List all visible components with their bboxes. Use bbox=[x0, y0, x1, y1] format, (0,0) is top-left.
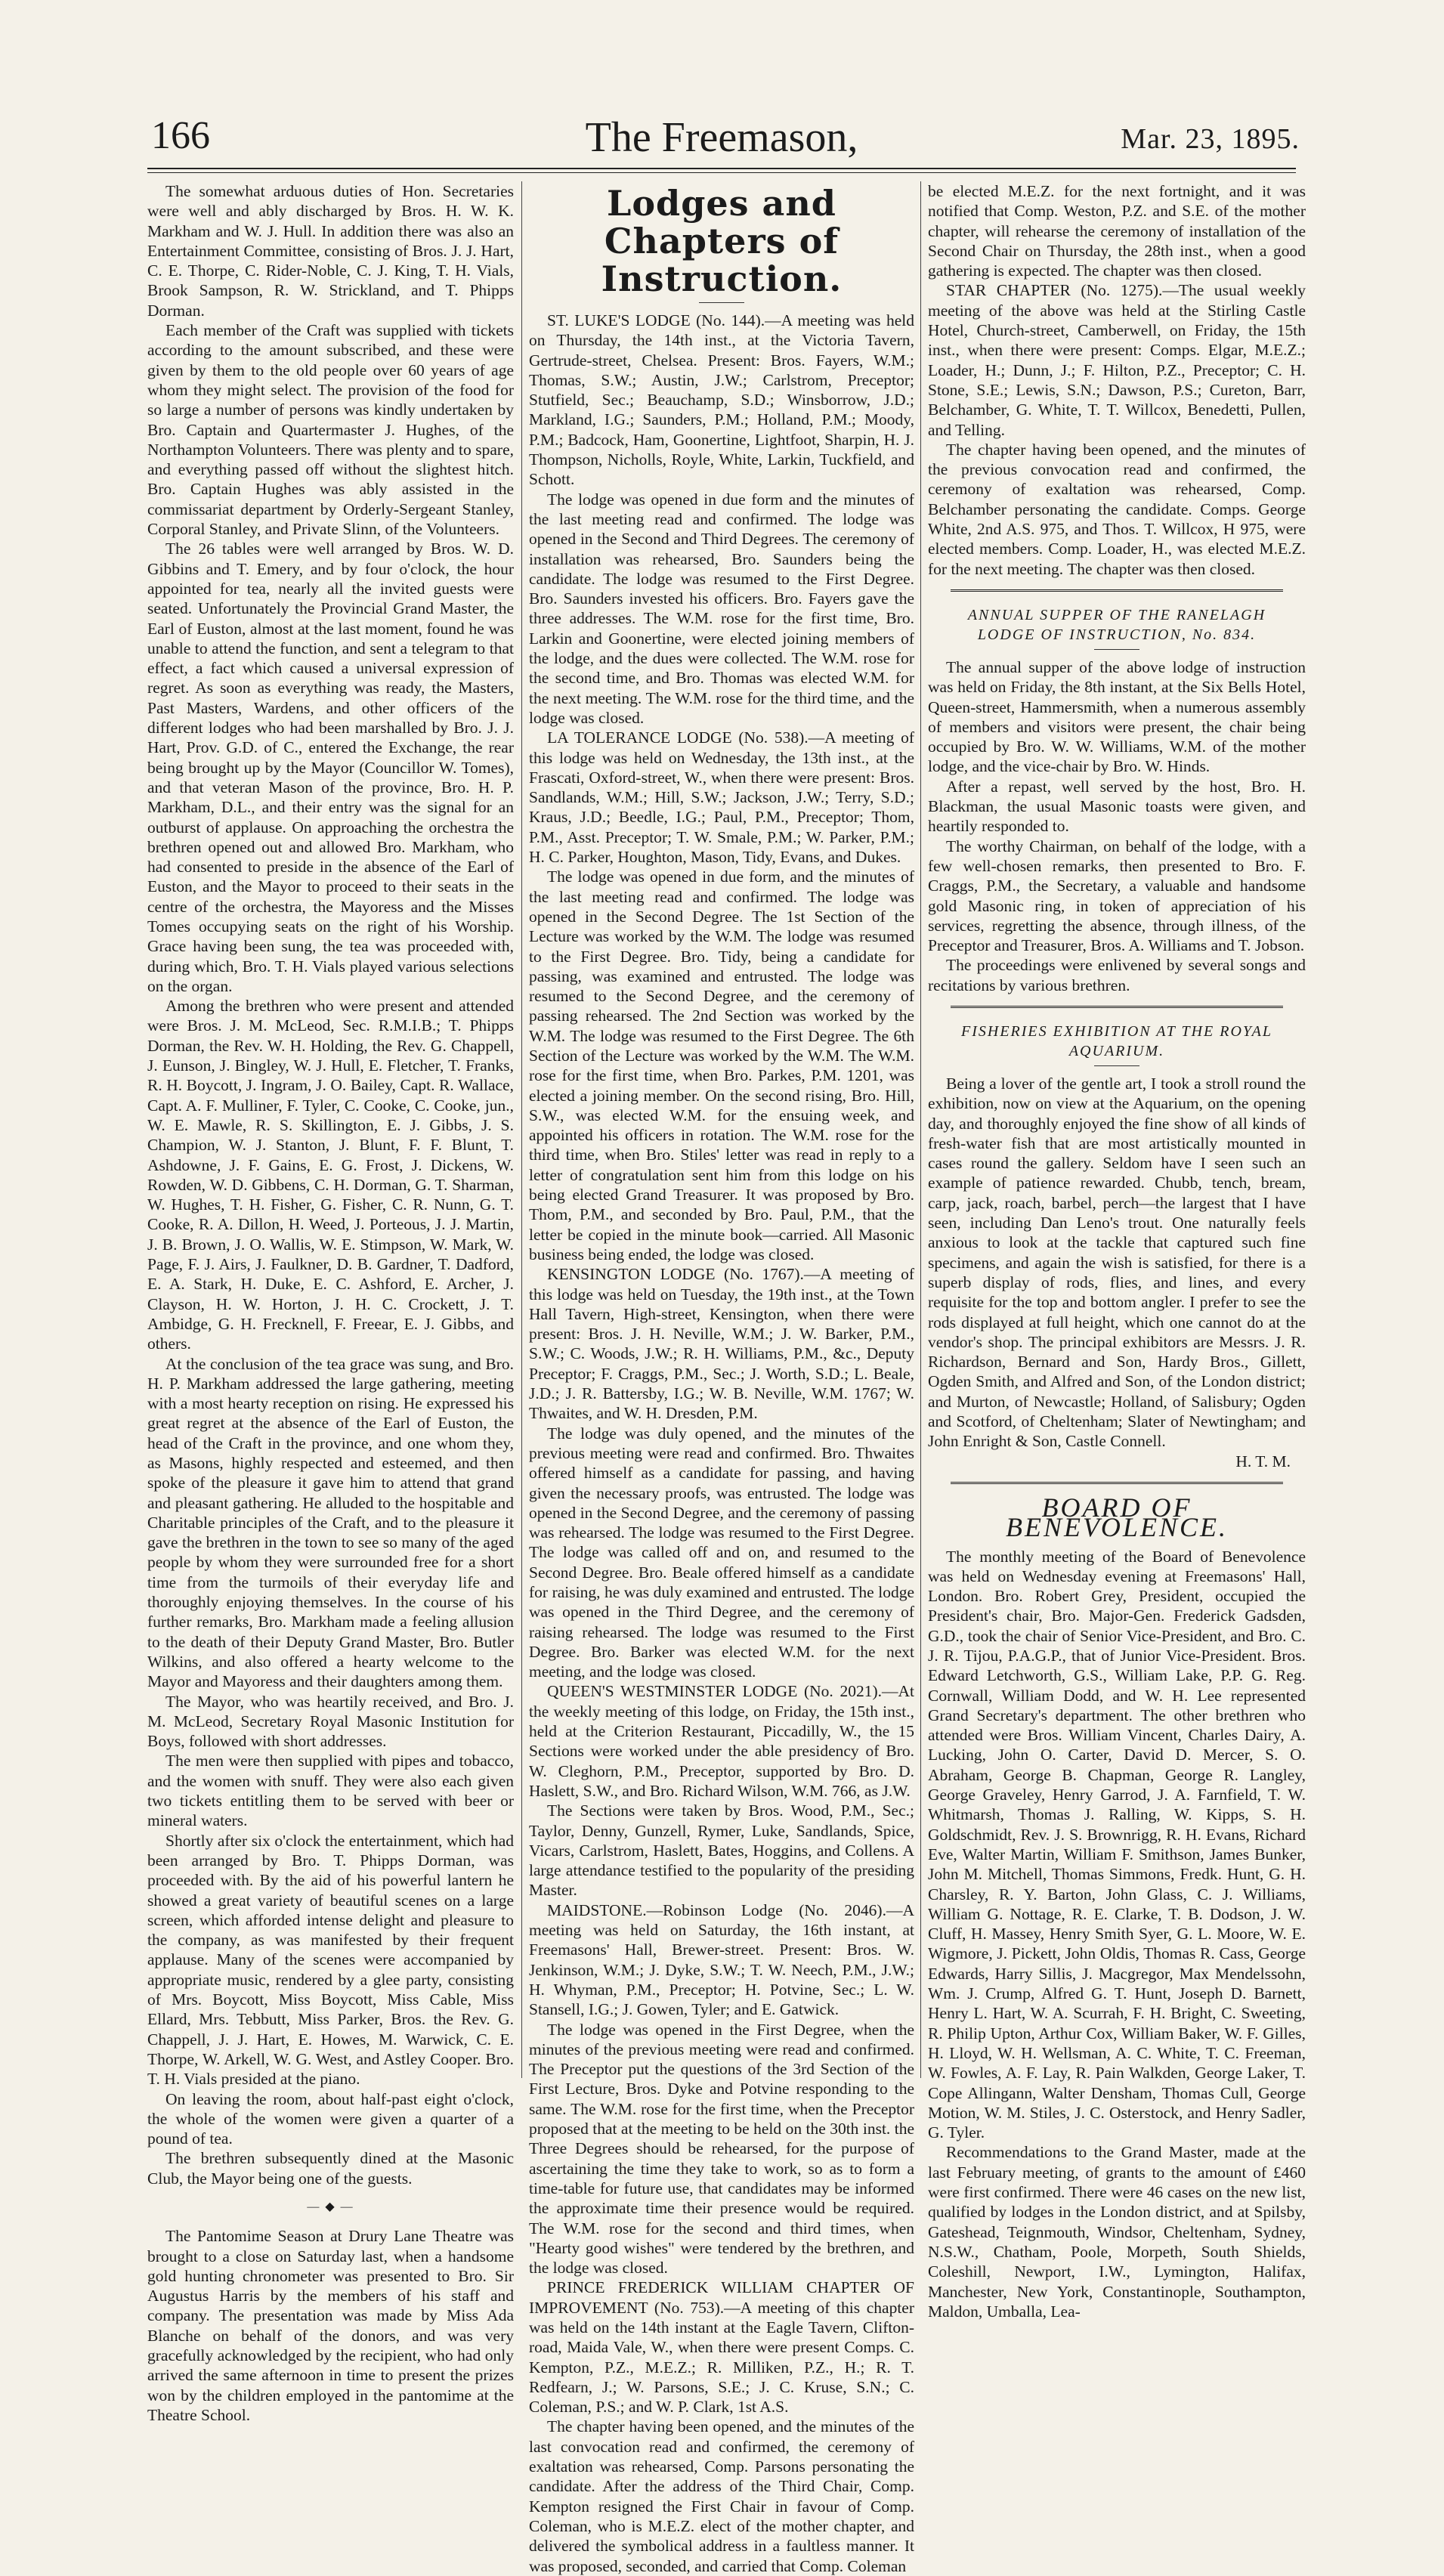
section-heading bbox=[529, 184, 914, 298]
paragraph: The Pantomime Season at Drury Lane Theatre was brought to a close on Saturday last, when a handsome gold hunting chronometer was presented to Bro. Sir Augustus Harris by the members of his staff and company. The presentation was made by Miss Ada Blanche on behalf of the donors, and was very gracefully acknowledged by the recipient, who had only arrived the same afternoon in time to present the prizes won by the children employed in the pantomime at the Theatre School. bbox=[147, 2227, 514, 2424]
column-3 bbox=[928, 181, 1306, 2321]
divider bbox=[951, 1482, 1283, 1487]
column-2 bbox=[529, 181, 914, 2575]
paragraph: Each member of the Craft was supplied with tickets according to the amount subscribed, and these were given by them to the old people over 60 years of age whom they might select. The provision of the food for so large a number of persons was kindly undertaken by Bro. Captain and Quartermaster J. Hughes, of the Northampton Volunteers. There was plenty and to spare, and everything passed off without the slightest hitch. Bro. Captain Hughes was ably assisted in the commissariat department by Orderly-Sergeant Stanley, Corporal Stanley, and Private Slinn, of the Volunteers. bbox=[147, 321, 514, 539]
column-divider bbox=[920, 181, 921, 2078]
report-kensington: KENSINGTON LODGE (No. 1767).—A meeting of this lodge was held on Tuesday, the 19th inst., at the Town Hall Tavern, High-street, Kensington, when there were present: Bros. J. H. Neville, W.M.; J. W. Barker, P.M., S.W.; C. Woods, J.W.; R. H. Williams, P.M., &c., Deputy Preceptor; F. Craggs, P.M., Sec.; J. Worth, S.D.; L. Beale, J.D.; J. R. Battersby, I.G.; W. B. Neville, W.M. 1767; W. Thwaites, and W. H. Dresden, P.M. bbox=[529, 1265, 914, 1423]
report-prince-frederick-william: PRINCE FREDERICK WILLIAM CHAPTER OF IMPROVEMENT (No. 753).—A meeting of this chapter was held on the 14th instant at the Eagle Tavern, Clifton-road, Maida Vale, W., when there were present Comps. C. Kempton, P.Z., M.E.Z.; R. Milliken, P.Z., H.; R. T. Redfearn, J.; W. Parsons, S.E.; J. C. Kruse, S.N.; C. Coleman, P.S.; and W. P. Clark, 1st A.S. bbox=[529, 2278, 914, 2417]
article-heading bbox=[928, 1022, 1306, 1061]
report-maidstone: MAIDSTONE.—Robinson Lodge (No. 2046).—A meeting was held on Saturday, the 16th instant, at Freemasons' Hall, Brewer-street. Present: Bros. W. Jenkinson, W.M.; J. Dyke, S.W.; T. W. Neech, P.M., J.W.; H. Whyman, P.M., Preceptor; H. Potvine, Sec.; L. W. Stansell, I.G.; J. Gowen, Tyler; and E. Gatwick. bbox=[529, 1900, 914, 2019]
paragraph: The brethren subsequently dined at the Masonic Club, the Mayor being one of the guests. bbox=[147, 2149, 514, 2188]
report-la-tolerance: LA TOLERANCE LODGE (No. 538).—A meeting of this lodge was held on Wednesday, the 13th inst., at the Frascati, Oxford-street, W., when there were present: Bros. Sandlands, W.M.; Hill, S.W.; Jackson, J.W.; Terry, S.D.; Kraus, J.D.; Beedle, I.G.; Paul, P.M., Preceptor; Thom, P.M., Asst. Preceptor; T. W. Smale, P.M.; W. Parker, P.M.; H. C. Parker, Houghton, Mason, Tidy, Evans, and Dukes. bbox=[529, 728, 914, 867]
paragraph: At the conclusion of the tea grace was sung, and Bro. H. P. Markham addressed the large gathering, meeting with a most hearty reception on rising. He expressed his great regret at the absence of the Earl of Euston, the head of the Craft in the province, and one whom they, as Masons, highly respected and esteemed, and then spoke of the pleasure it gave him to attend that grand and pleasant gathering. He alluded to the hospitable and Charitable principles of the Craft, and to the pleasure it gave the brethren in the town to see so many of the aged people by whom they were surrounded free for a short time from the turmoils of their everyday life and thoroughly enjoying themselves. In the course of his further remarks, Bro. Markham made a feeling allusion to the death of their Deputy Grand Master, Bro. Butler Wilkins, and also offered a hearty welcome to the Mayor and Mayoress and their daughters among them. bbox=[147, 1354, 514, 1691]
column-1 bbox=[147, 181, 514, 2424]
paragraph: The monthly meeting of the Board of Benevolence was held on Wednesday evening at Freemasons' Hall, London. Bro. Robert Grey, President, occupied the President's chair, Bro. Major-Gen. Frederick Gadsden, G.D., took the chair of Senior Vice-President, and Bro. C. J. R. Tijou, P.A.G.P., that of Junior Vice-President. Bros. Edward Letchworth, G.S., William Lake, P.P. G. Reg. Cornwall, William Dodd, and W. H. Lee represented Grand Secretary's department. The other brethren who attended were Bros. William Vincent, Charles Dairy, A. Lucking, John O. Carter, David D. Mercer, S. O. Abraham, George B. Chapman, George R. Langley, George Graveley, Henry Garrod, J. A. Farnfield, T. W. Whitmarsh, Thomas J. Ralling, W. Kipps, S. H. Goldschmidt, Rev. J. S. Brownrigg, R. H. Evans, Richard Eve, Walter Martin, William F. Smithson, James Bunker, John M. Mitchell, Thomas Simmons, Fredk. Hunt, G. H. Charsley, R. Y. Barton, John Glass, C. J. Williams, William G. Nottage, R. E. Clarke, T. B. Dodson, J. W. Cluff, H. Massey, Henry Smith Syer, G. L. Moore, W. E. Wigmore, J. Pickett, John Oldis, Thomas R. Cass, George Edwards, Harry Sillis, J. Macgregor, Max Mendelssohn, Wm. J. Crump, Alfred G. T. Hunt, Joseph D. Barnett, Henry L. Hart, W. A. Scurrah, F. H. Bright, C. Sweeting, R. Philip Upton, Arthur Cox, William Baker, W. F. Gilles, H. Lloyd, W. H. Wellsman, A. C. White, T. C. Freeman, W. Fowles, A. F. Lay, R. Pain Walkden, George Laker, T. Cope Allingann, Walter Densham, Thomas Cull, George Motion, W. M. Stiles, J. C. Osterstock, and Henry Sadler, G. Tyler. bbox=[928, 1547, 1306, 2142]
report-queens-westminster: QUEEN'S WESTMINSTER LODGE (No. 2021).—At the weekly meeting of this lodge, on Friday, the 15th inst., held at the Criterion Restaurant, Piccadilly, W., the 15 Sections were worked under the able presidency of Bro. W. Cleghorn, P.M., Preceptor, supported by Bro. D. Haslett, S.W., and Bro. Richard Wilson, W.M. 766, as J.W. bbox=[529, 1682, 914, 1800]
paragraph: The lodge was opened in due form and the minutes of the last meeting read and confirmed. The lodge was opened in the Second and Third Degrees. The ceremony of installation was rehearsed, Bro. Saunders being the candidate. The lodge was resumed to the First Degree. Bro. Saunders invested his officers. Bro. Fayers gave the three addresses. The W.M. rose for the first time, Bro. Larkin and Goonertine, were elected joining members of the lodge, and the dues were collected. The W.M. rose for the second time, and Bro. Thomas was elected W.M. for the next meeting. The W.M. rose for the third time, and the lodge was closed. bbox=[529, 490, 914, 727]
divider bbox=[951, 1006, 1283, 1011]
paragraph: The Sections were taken by Bros. Wood, P.M., Sec.; Taylor, Denny, Gunzell, Rymer, Luke, Sandlands, Spice, Vicars, Carlstrom, Haslett, Bates, Hoggins, and Collens. A large attendance testified to the popularity of the presiding Master. bbox=[529, 1801, 914, 1900]
article-heading bbox=[928, 605, 1306, 645]
page-number: 166 bbox=[151, 114, 210, 157]
paragraph: The somewhat arduous duties of Hon. Secretaries were well and ably discharged by Bros. H. W. K. Markham and W. J. Hull. In addition there was also an Entertainment Committee, consisting of Bros. J. J. Hart, C. E. Thorpe, C. Rider-Noble, C. J. King, T. H. Vials, Brook Sampson, R. W. Strickland, and T. Phipps Dorman. bbox=[147, 182, 514, 320]
paragraph: The proceedings were enlivened by several songs and recitations by various brethren. bbox=[928, 956, 1306, 994]
paragraph: Recommendations to the Grand Master, made at the last February meeting, of grants to the amount of £460 were first confirmed. There were 46 cases on the new list, qualified by lodges in the London district, and at Spilsby, Gateshead, Teignmouth, Windsor, Cheltenham, Sydney, N.S.W., Chatham, Poole, Morpeth, South Shields, Coleshill, Newport, I.W., Lymington, Halifax, Manchester, New York, Constantinople, Southampton, Maldon, Umballa, Lea- bbox=[928, 2143, 1306, 2321]
paragraph: The lodge was opened in due form, and the minutes of the last meeting read and confirmed. The lodge was opened in the Second Degree. The 1st Section of the Lecture was worked by the W.M. The lodge was resumed to the First Degree. Bro. Tidy, being a candidate for passing, was examined and entrusted. The lodge was resumed to the Second Degree, and the ceremony of passing rehearsed. The 2nd Section was worked by the W.M. The lodge was resumed to the First Degree. The 6th Section of the Lecture was worked by the W.M. The W.M. rose for the first time, when Bro. Parkes, P.M. 1201, was elected a joining member. On the second rising, Bro. Hill, S.W., was elected W.M. for the ensuing week, and appointed his officers in rotation. The W.M. rose for the third time, when Bro. Stiles' letter was read in reply to a letter of congratulation sent him from this lodge on his being elected Grand Treasurer. It was proposed by Bro. Thom, P.M., and seconded by Bro. Paul, P.M., that the letter be copied in the minute book—carried. All Masonic business being ended, the lodge was closed. bbox=[529, 867, 914, 1263]
author-initials: H. T. M. bbox=[1235, 1452, 1291, 1470]
divider bbox=[1094, 1065, 1139, 1066]
paragraph: After a repast, well served by the host, Bro. H. Blackman, the usual Masonic toasts were given, and heartily responded to. bbox=[928, 777, 1306, 836]
paragraph: The annual supper of the above lodge of instruction was held on Friday, the 8th instant, at the Six Bells Hotel, Queen-street, Hammersmith, when a numerous assembly of members and visitors were present, the chair being occupied by Bro. W. W. Williams, W.M. of the mother lodge, and the vice-chair by Bro. W. Hinds. bbox=[928, 657, 1306, 776]
article-heading-line: LODGE OF INSTRUCTION, No. 834. bbox=[977, 626, 1257, 643]
paragraph: The chapter having been opened, and the minutes of the last convocation read and confirmed, the ceremony of exaltation was rehearsed, Comp. Parsons personating the candidate. After the address of the Third Chair, Comp. Kempton resigned the First Chair in favour of Comp. Coleman, who is M.E.Z. elect of the mother chapter, and delivered the symbolical address in a faultless manner. It was proposed, seconded, and carried that Comp. Coleman bbox=[529, 2417, 914, 2575]
divider bbox=[699, 302, 744, 303]
article-heading-line: FISHERIES EXHIBITION AT THE ROYAL bbox=[961, 1022, 1272, 1040]
paragraph: On leaving the room, about half-past eight o'clock, the whole of the women were given a quarter of a pound of tea. bbox=[147, 2089, 514, 2148]
paragraph: Shortly after six o'clock the entertainment, which had been arranged by Bro. T. Phipps Dorman, was proceeded with. By the aid of his powerful lantern he showed a great variety of beautiful scenes on a large screen, which afforded intense delight and pleasure to the company, as was manifested by their frequent applause. Many of the scenes were accompanied by appropriate music, rendered by a glee party, consisting of Mrs. Boycott, Miss Boycott, Miss Cable, Miss Ellard, Mrs. Tebbutt, Miss Parker, Bros. the Rev. G. Chappell, J. J. Hart, E. Howes, M. Warwick, C. E. Thorpe, W. Arkell, W. G. West, and Astley Cooper. Bro. T. H. Vials presided at the piano. bbox=[147, 1831, 514, 2089]
paragraph: Being a lover of the gentle art, I took a stroll round the exhibition, now on view at the Aquarium, on the opening day, and thoroughly enjoyed the fine show of all kinds of fresh-water fish that are most artistically mounted in cases round the gallery. Seldom have I seen such an example of patience rewarded. Chubb, tench, bream, carp, jack, roach, barbel, perch—the largest that I have seen, including Dan Leno's trout. One naturally feels anxious to look at the tackle that captured such fine specimens, and again the wish is satisfied, for there is a superb display of rods, flies, and lines, and every requisite for the top and bottom angler. I prefer to see the rods displayed at full height, which one cannot do at the vendor's shop. The principal exhibitors are Messrs. J. R. Richardson, Bernard and Son, Hardy Bros., Gillett, Ogden Smith, and Alfred and Son, of the London district; and Murton, of Newcastle; Holland, of Salisbury; Ogden and Scotford, of Cheltenham; Slater of Newtingham; and John Enright & Son, Castle Connell. bbox=[928, 1074, 1306, 1451]
paragraph: The Mayor, who was heartily received, and Bro. J. M. McLeod, Secretary Royal Masonic Institution for Boys, followed with short addresses. bbox=[147, 1692, 514, 1751]
article-heading-line: AQUARIUM. bbox=[1068, 1042, 1165, 1059]
masthead bbox=[113, 113, 1330, 166]
report-st-lukes: ST. LUKE'S LODGE (No. 144).—A meeting was held on Thursday, the 14th inst., at the Victoria Tavern, Gertrude-street, Chelsea. Present: Bros. Fayers, W.M.; Thomas, S.W.; Austin, J.W.; Carlstrom, Preceptor; Stutfield, Sec.; Beauchamp, S.D.; Winsborrow, J.D.; Markland, I.G.; Saunders, P.M.; Holland, P.M.; Moody, P.M.; Badcock, Ham, Goonertine, Lightfoot, Sharpin, H. J. Thompson, Nicholls, Royle, White, Larkin, Tuckfield, and Schott. bbox=[529, 311, 914, 489]
section-heading-line: Lodges and Chapters of bbox=[604, 183, 839, 261]
paragraph: The men were then supplied with pipes and tobacco, and the women with snuff. They were also each given two tickets entitling them to be served with beer or mineral waters. bbox=[147, 1752, 514, 1830]
article-heading: BOARD OF BENEVOLENCE. bbox=[1006, 1492, 1228, 1543]
article-heading-line: ANNUAL SUPPER OF THE RANELAGH bbox=[967, 606, 1266, 623]
header-rule-thin bbox=[147, 172, 1296, 173]
paragraph: Among the brethren who were present and attended were Bros. J. M. McLeod, Sec. R.M.I.B.; T. Phipps Dorman, the Rev. W. H. Holding, the Rev. G. Chappell, J. Eunson, J. Bingley, W. J. Hull, E. Fletcher, T. Franks, R. H. Boycott, J. Ingram, J. O. Bailey, Capt. R. Wallace, Capt. A. F. Mulliner, F. Tyler, C. Cooke, C. Cooke, jun., W. E. Mawle, R. S. Skillington, E. J. Gibbs, J. S. Champion, W. J. Stanton, J. Blunt, F. F. Blunt, T. Ashdowne, J. F. Gains, E. G. Frost, J. Dickens, W. Rowden, W. D. Gibbens, C. H. Dorman, G. T. Sharman, W. Hughes, T. H. Fisher, G. Fisher, C. R. Nunn, G. T. Cooke, R. A. Dillon, H. Weed, J. Porteous, J. J. Martin, J. B. Brown, J. O. Wallis, W. E. Stimpson, W. Mark, W. Page, F. J. Airs, J. Faulkner, D. B. Gardner, T. Dadford, E. A. Stark, H. Duke, E. C. Ashford, E. Archer, J. Clayson, H. W. Horton, J. H. C. Crockett, J. T. Ambidge, G. H. Frecknell, F. Freear, E. J. Gibbs, and others. bbox=[147, 997, 514, 1353]
newspaper-title: The Freemason, bbox=[585, 114, 858, 161]
report-star-chapter: STAR CHAPTER (No. 1275).—The usual weekly meeting of the above was held at the Stirling Castle Hotel, Church-street, Camberwell, on Friday, the 15th inst., when there were present: Comps. Elgar, M.E.Z.; Loader, H.; Dunn, J.; F. Hilton, P.Z., Preceptor; C. H. Stone, S.E.; Lewis, S.N.; Dawson, P.S.; Cureton, Barr, Belchamber, G. White, T. T. Willcox, Benedetti, Pullen, and Telling. bbox=[928, 281, 1306, 439]
paragraph: The lodge was duly opened, and the minutes of the previous meeting were read and confirmed. Bro. Thwaites offered himself as a candidate for passing, and having given the necessary proofs, was entrusted. The lodge was opened in the Second Degree, and the ceremony of passing was rehearsed. The lodge was resumed to the First Degree. The lodge was called off and on, and resumed to the Second Degree. Bro. Beale offered himself as a candidate for raising, he was duly examined and entrusted. The lodge was opened in the Third Degree, and the ceremony of raising rehearsed. The lodge was resumed to the First Degree. Bro. Barker was elected W.M. for the next meeting, and the lodge was closed. bbox=[529, 1424, 914, 1681]
section-heading-line: Instruction. bbox=[601, 258, 843, 299]
column-divider bbox=[521, 181, 522, 2078]
divider bbox=[951, 589, 1283, 595]
ornament-divider: — ◆ — bbox=[307, 2200, 354, 2213]
paragraph: be elected M.E.Z. for the next fortnight, and it was notified that Comp. Weston, P.Z. and S.E. of the mother chapter, will rehearse the ceremony of installation of the Second Chair on Thursday, the 28th inst., when a good gathering is expected. The chapter was then closed. bbox=[928, 182, 1306, 280]
paragraph: The lodge was opened in the First Degree, when the minutes of the previous meeting were read and confirmed. The Preceptor put the questions of the 3rd Section of the First Lecture, Bros. Dyke and Potvine responding to the same. The W.M. rose for the first time, when the Preceptor proposed that at the meeting to be held on the 30th inst. the Three Degrees should be rehearsed, for the purpose of ascertaining the time they take to work, so as to form a time-table for future use, that candidates may be informed the approximate time their presence would be required. The W.M. rose for the second and third times, when "Hearty good wishes" were tendered by the brethren, and the lodge was closed. bbox=[529, 2020, 914, 2278]
issue-date: Mar. 23, 1895. bbox=[1121, 123, 1300, 155]
divider bbox=[1094, 649, 1139, 650]
header-rule bbox=[147, 168, 1296, 169]
paragraph: The 26 tables were well arranged by Bros. W. D. Gibbins and T. Emery, and by four o'clock, the hour appointed for tea, nearly all the invited guests were seated. Unfortunately the Provincial Grand Master, the Earl of Euston, almost at the last moment, found he was unable to attend the function, and sent a telegram to that effect, a fact which caused a universal expression of regret. As soon as everything was ready, the Masters, Past Masters, Wardens, and other officers of the different lodges who had been marshalled by Bro. J. J. Hart, Prov. G.D. of C., entered the Exchange, the rear being brought up by the Mayor (Councillor W. Tomes), and that veteran Mason of the province, Bro. H. P. Markham, D.L., and their entry was the signal for an outburst of applause. On approaching the orchestra the brethren opened out and allowed Bro. Markham, who had consented to preside in the absence of the Earl of Euston, and the Mayor to proceed to their seats in the centre of the orchestra, the Mayoress and the Misses Tomes occupying seats on the right of his Worship. Grace having been sung, the tea was proceeded with, during which, Bro. T. H. Vials played various selections on the organ. bbox=[147, 540, 514, 995]
paragraph: The worthy Chairman, on behalf of the lodge, with a few well-chosen remarks, then presented to Bro. F. Craggs, P.M., the Secretary, a valuable and handsome gold Masonic ring, in token of appreciation of his services, regretting the absence, through illness, of the Preceptor and Treasurer, Bros. A. Williams and T. Jobson. bbox=[928, 837, 1306, 955]
paragraph: The chapter having been opened, and the minutes of the previous convocation read and confirmed, the ceremony of exaltation was rehearsed, Comp. Belchamber personating the candidate. Comps. George White, 2nd A.S. 975, and Thos. T. Willcox, H 975, were elected members. Comp. Loader, H., was elected M.E.Z. for the next meeting. The chapter was then closed. bbox=[928, 440, 1306, 578]
